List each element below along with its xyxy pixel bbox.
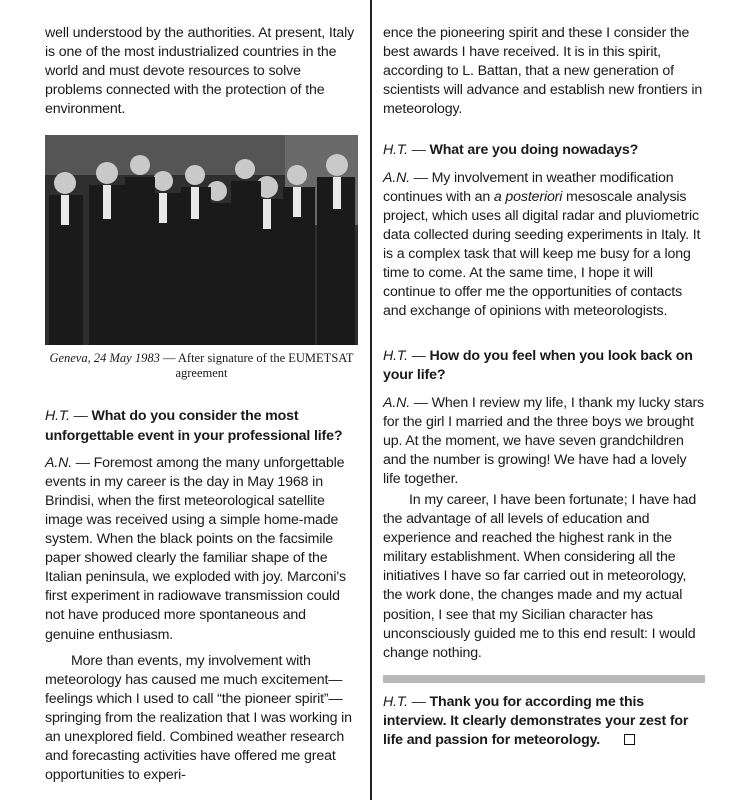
q2-text: What are you doing nowadays? <box>429 142 639 159</box>
a1-speaker: A.N. — <box>45 454 90 471</box>
caption-text: — After signature of the EUMETSAT agreement <box>159 351 354 381</box>
question-3 <box>383 347 705 385</box>
a3-speaker: A.N. — <box>383 394 428 411</box>
q4-text: Thank you for according me this interview. It clearly demonstrates your zest for life and passion for meteorology. <box>383 693 689 748</box>
answer-2 <box>383 169 705 322</box>
a2-text-start: My involvement in weather modification continues with an <box>383 169 674 205</box>
answer-3 <box>383 394 705 489</box>
question-4 <box>383 693 705 750</box>
a3-text: When I review my life, I thank my lucky stars for the girl I married and the three boys we brought up. At the moment, we have seven grandchildren and the number is growing! We have had a lovely life together. <box>383 394 704 487</box>
a2-italic-term: a posteriori <box>493 188 563 205</box>
q1-speaker: H.T. — <box>45 408 88 425</box>
q3-text: How do you feel when you look back on your life? <box>383 348 693 384</box>
right-column <box>383 0 705 750</box>
grey-rule <box>383 675 705 683</box>
answer-3-para-2: In my career, I have been fortunate; I have had the advantage of all levels of education and experience and reached the highest rank in the military establishment. When considering all the initiatives I have so far carried out in meteorology, the work done, the changes made and my actual position, I see that my Sicilian character has unconsciously guided me to this end result: I would change nothing. <box>383 491 697 661</box>
q1-text: What do you consider the most unforgettable event in your professional life? <box>45 408 343 444</box>
answer-1-para-2: More than events, my involvement with meteorology has caused me much excitement—feelings which I used to call “the pioneer spirit”—springing from the realization that I was working in an unexplored field. Combined weather research and forecasting activities have offered me great opportunities to experi- <box>45 652 352 784</box>
q3-speaker: H.T. — <box>383 348 426 365</box>
a1-text: Foremost among the many unforgettable events in my career is the day in May 1968 in Brindisi, when the first meteorological satellite image was received using a simple home-made system. When the black points on the facsimile paper showed clearly the familiar shape of the Italian peninsula, we exploded with joy. Marconi's first experiment in radiowave transmission could not have produced more spontaneous and genuine enthusiasm. <box>45 454 346 643</box>
answer-1 <box>45 454 358 645</box>
q2-speaker: H.T. — <box>383 142 426 159</box>
photo-caption <box>45 351 358 381</box>
column-divider <box>370 0 372 800</box>
continued-paragraph: ence the pioneering spirit and these I consider the best awards I have received. It is in this spirit, according to L. Battan, that a new generation of scientists will advance and establish new frontiers in meteorology. <box>383 25 703 118</box>
q4-speaker: H.T. — <box>383 693 426 710</box>
a2-text-end: mesoscale analysis project, which uses all digital radar and pluviometric data collected during seeding experiments in Italy. It is a complex task that will keep me busy for a long time to come. At the same time, I hope it will continue to offer me the opportunities of contacts and exchange of opinions with meteorologists. <box>383 188 701 320</box>
question-2 <box>383 141 705 160</box>
end-of-article-mark <box>624 734 635 745</box>
caption-date: Geneva, 24 May 1983 <box>49 351 160 366</box>
question-1 <box>45 407 358 445</box>
group-photo <box>45 135 358 345</box>
a2-speaker: A.N. — <box>383 169 428 186</box>
intro-paragraph: well understood by the authorities. At present, Italy is one of the most industrialized countries in the world and must devote resources to solve problems connected with the protection of the environment. <box>45 25 355 118</box>
left-column <box>45 0 358 785</box>
